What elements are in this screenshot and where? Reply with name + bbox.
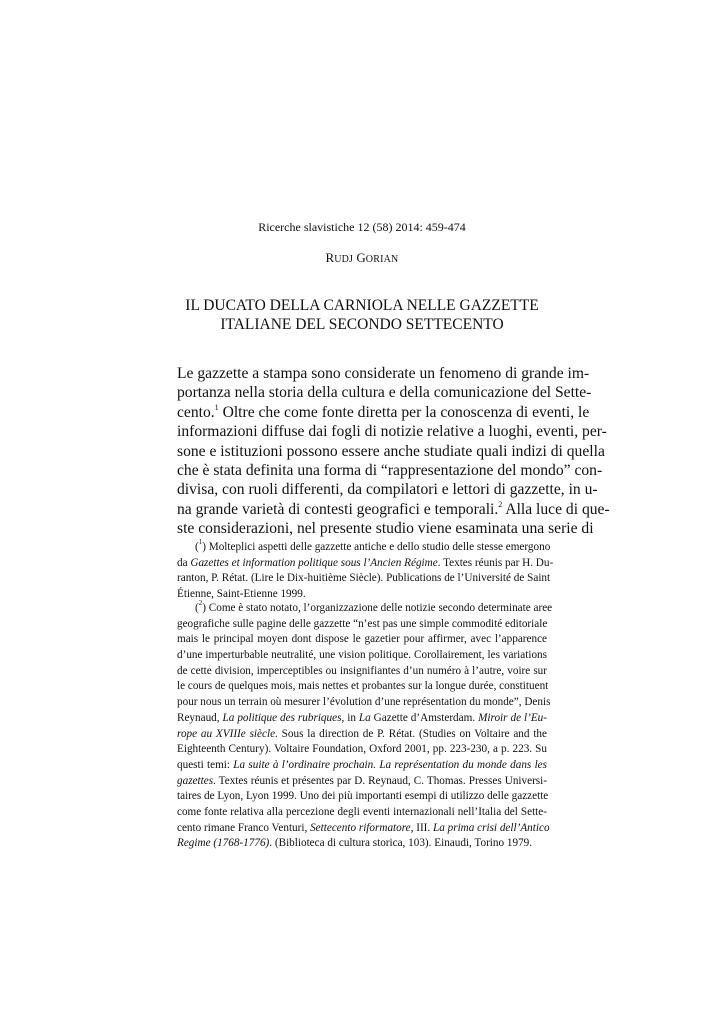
footnote-line: ($^2$) Come è stato notato, l’organizzazione delle notizie secondo determinate aree [177,601,547,617]
footnote-ref-1[interactable]: 1 [214,402,219,412]
footnote-line: le cours de quelques mois, mais nettes et probantes sur la longue durée, constituent [177,680,549,693]
footnote-line: Reynaud, La politique des rubriques, in La Gazette d’Amsterdam. Miroir de l’Eu- [177,711,547,724]
footnote-line: Eighteenth Century). Voltaire Foundation, Oxford 2001, pp. 223-230, a p. 223. Su [177,743,547,756]
footnote-line: questi temi: La suite à l’ordinaire prochain. La représentation du monde dans les [177,758,547,771]
author-first-initial: R [325,250,335,265]
footnote-line: geografiche sulle pagine delle gazzette “n’est pas une simple commodité editoriale [177,617,548,630]
title-line-2: ITALIANE DEL SECONDO SETTECENTO [220,316,504,333]
footnote-line: pour nous un terrain où mesurer l’évolution d’une représentation du monde”, Denis [177,696,551,709]
body-line: sone e istituzioni possono essere anche studiate quali indizi di quella [177,442,605,460]
body-line [177,402,590,422]
footnote-marker: ($^2$) [195,599,206,614]
author-last-rest: ORIAN [365,254,399,265]
author-name [0,250,724,268]
footnote-ref-2[interactable]: 2 [498,499,503,509]
footnote-line: Regime (1768-1776). (Biblioteca di cultura storica, 103). Einaudi, Torino 1979. [177,837,533,850]
body-line: ste considerazioni, nel presente studio viene esaminata una serie di [177,520,594,538]
author-last-initial: G [356,250,366,265]
journal-citation: Ricerche slavistiche 12 (58) 2014: 459-474 [258,220,466,234]
footnote-line: come fonte relativa alla percezione degli eventi internazionali nell’Italia del Sette- [177,805,547,818]
body-line: divisa, con ruoli differenti, da compilatori e lettori di gazzette, in u- [177,481,598,499]
footnote-line: ranton, P. Rétat. (Lire le Dix-huitième Siècle). Publications de l’Université de Saint [177,572,551,585]
body-text [177,364,610,539]
body-text-run: na grande varietà di contesti geografici e temporali. [177,500,499,518]
footnote-line: de cette division, imperceptibles ou insignifiantes d’un numéro à l’autre, voire sur [177,664,547,677]
body-text-run: Oltre che come fonte diretta per la conoscenza di eventi, le [218,403,590,421]
body-text-run: Alla luce di que- [502,500,610,518]
body-line: Le gazzette a stampa sono considerate un fenomeno di grande im- [177,365,590,382]
footnote-2 [177,599,553,852]
footnote-line: mais le principal moyen dont dispose le gazetier pour affirmer, avec l’apparence [177,633,547,646]
body-line: che è stata definita una forma di “rappresentazione del mondo” con- [177,461,603,479]
body-line: informazioni diffuse dai fogli di notizie relative a luoghi, eventi, per- [177,423,607,441]
author-first-rest: UDJ [334,254,354,265]
footnote-1 [177,538,554,603]
body-text-run: cento. [177,403,215,421]
body-line [177,499,610,519]
body-line: portanza nella storia della cultura e della comunicazione del Sette- [177,384,592,402]
article-title [0,296,724,334]
title-line-1: IL DUCATO DELLA CARNIOLA NELLE GAZZETTE [185,297,539,314]
footnote-line: d’une imperturbable neutralité, une vision politique. Corollairement, les variations [177,649,547,662]
footnote-line: da Gazettes et information politique sous l’Ancien Régime. Textes réunis par H. Du- [177,556,554,569]
footnote-marker: ($^1$) [195,538,206,553]
footnote-line: ($^1$) Molteplici aspetti delle gazzette antiche e dello studio delle stesse emergono [177,540,547,556]
footnote-line: taires de Lyon, Lyon 1999. Uno dei più importanti esempi di utilizzo delle gazzette [177,790,549,803]
footnote-line: rope au XVIIIe siècle. Sous la direction de P. Rétat. (Studies on Voltaire and the [177,727,547,740]
footnote-line: Étienne, Saint-Etienne 1999. [177,588,306,601]
footnote-line: cento rimane Franco Venturi, Settecento riformatore, III. La prima crisi dell’Antico [177,821,550,834]
footnote-line: gazettes. Textes réunis et présentes par D. Reynaud, C. Thomas. Presses Universi- [177,774,547,787]
